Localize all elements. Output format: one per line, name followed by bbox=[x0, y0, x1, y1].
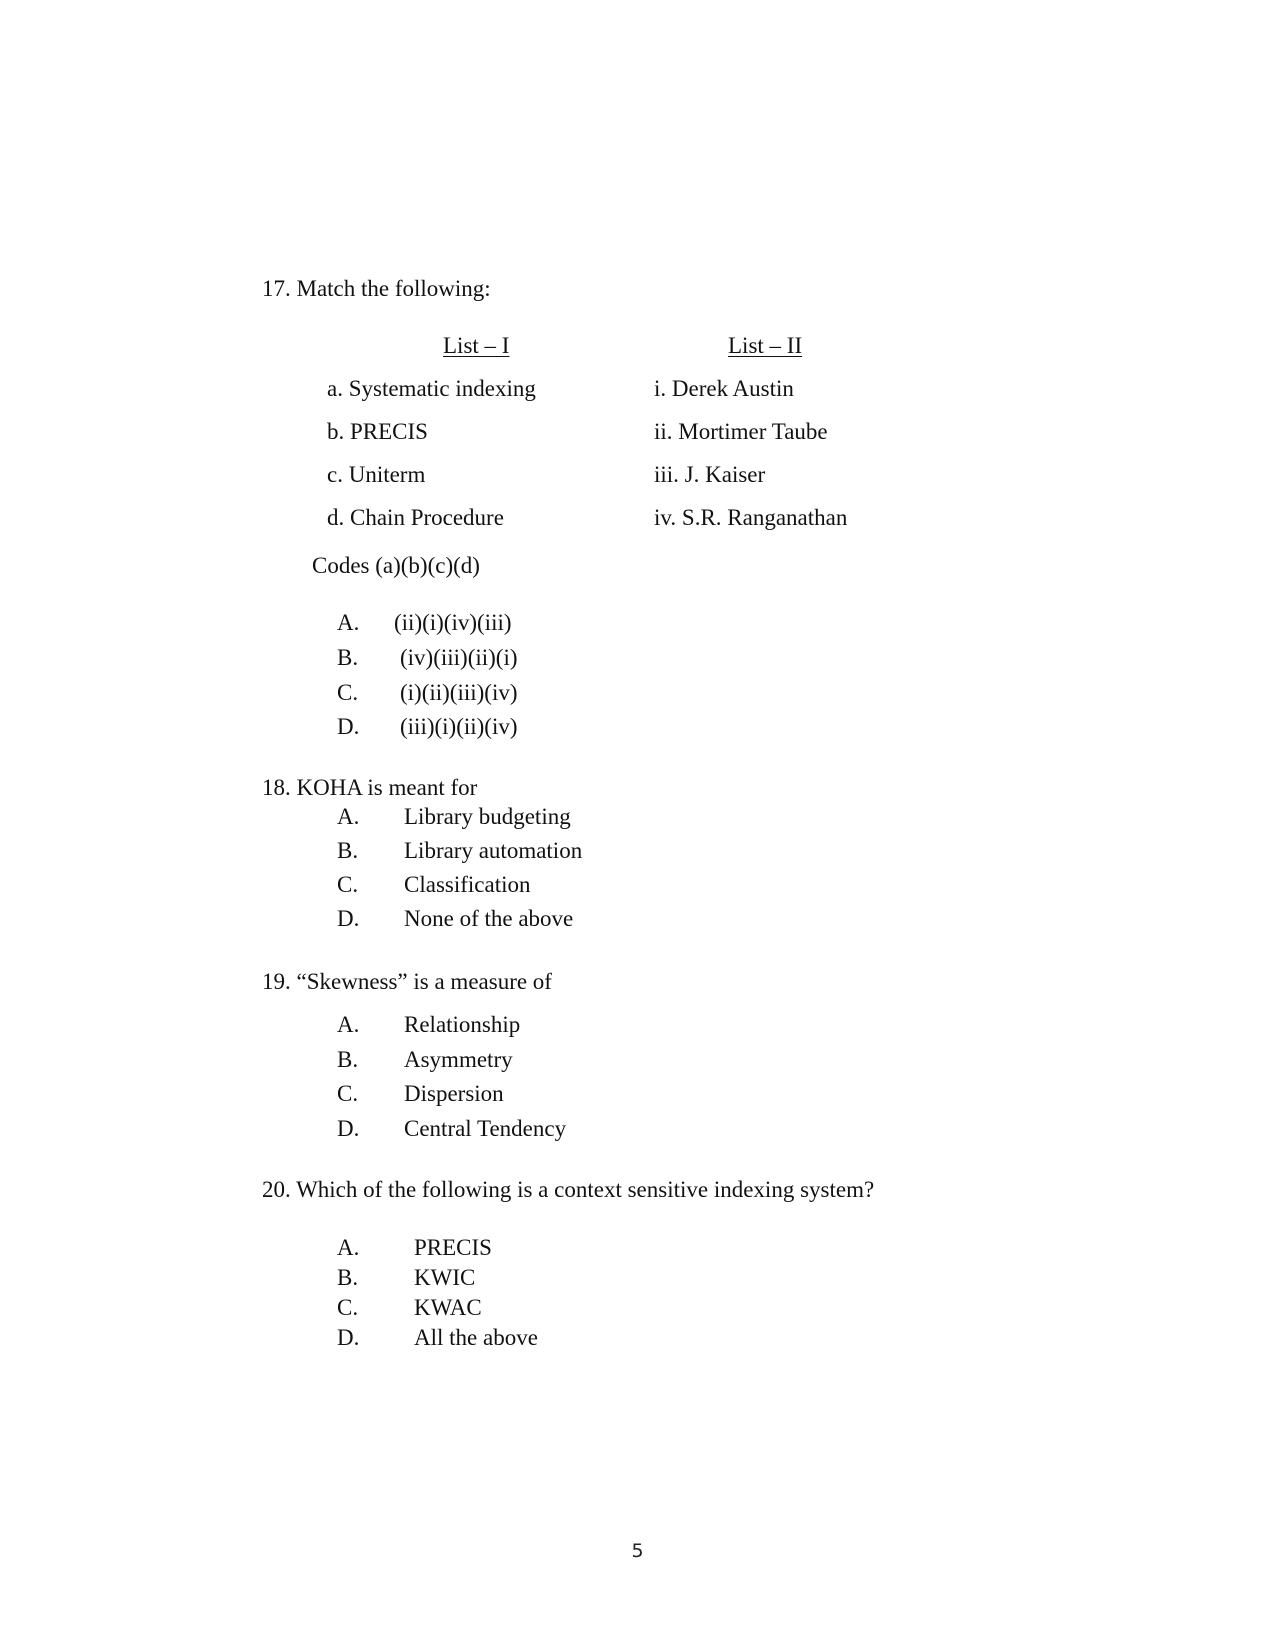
q17-prompt: 17. Match the following: bbox=[262, 276, 491, 301]
option-text: (ii)(i)(iv)(iii) bbox=[394, 610, 512, 635]
option-text: Asymmetry bbox=[404, 1047, 513, 1072]
option-text: All the above bbox=[414, 1325, 538, 1350]
option-letter: D. bbox=[337, 1325, 360, 1350]
q17-list2-item: iv. S.R. Ranganathan bbox=[654, 505, 848, 530]
option-letter: D. bbox=[337, 906, 360, 931]
option-text: Library automation bbox=[404, 838, 583, 863]
option-letter: B. bbox=[337, 1047, 359, 1072]
q17-list1-item: b. PRECIS bbox=[327, 419, 428, 444]
option-text: Classification bbox=[404, 872, 531, 897]
option-text: Dispersion bbox=[404, 1081, 504, 1106]
q17-list2-item: iii. J. Kaiser bbox=[654, 462, 766, 487]
option-text: Library budgeting bbox=[404, 804, 571, 829]
option-text: KWAC bbox=[414, 1295, 482, 1320]
option-text: KWIC bbox=[414, 1265, 476, 1290]
option-text: (iii)(i)(ii)(iv) bbox=[400, 714, 518, 739]
q17-codes-label: Codes (a)(b)(c)(d) bbox=[312, 553, 480, 578]
q19-prompt: 19. “Skewness” is a measure of bbox=[262, 969, 552, 994]
option-letter: B. bbox=[337, 645, 359, 670]
option-letter: B. bbox=[337, 838, 359, 863]
option-text: (iv)(iii)(ii)(i) bbox=[400, 645, 518, 670]
option-letter: C. bbox=[337, 872, 359, 897]
option-letter: C. bbox=[337, 1081, 359, 1106]
option-text: Relationship bbox=[404, 1012, 521, 1037]
option-letter: B. bbox=[337, 1265, 359, 1290]
option-letter: D. bbox=[337, 714, 360, 739]
q17-list2-header: List – II bbox=[728, 333, 803, 358]
q17-list2-item: ii. Mortimer Taube bbox=[654, 419, 828, 444]
option-letter: C. bbox=[337, 680, 359, 705]
option-letter: A. bbox=[337, 1012, 360, 1037]
q17-list1-item: d. Chain Procedure bbox=[327, 505, 504, 530]
option-letter: D. bbox=[337, 1116, 360, 1141]
option-text: (i)(ii)(iii)(iv) bbox=[400, 680, 518, 705]
q17-list1-header: List – I bbox=[443, 333, 510, 358]
q17-list2-item: i. Derek Austin bbox=[654, 376, 794, 401]
option-letter: A. bbox=[337, 804, 360, 829]
option-letter: A. bbox=[337, 1235, 360, 1260]
q20-prompt: 20. Which of the following is a context sensitive indexing system? bbox=[262, 1177, 875, 1202]
page-number: 5 bbox=[631, 1540, 644, 1562]
q18-prompt: 18. KOHA is meant for bbox=[262, 775, 478, 800]
option-letter: C. bbox=[337, 1295, 359, 1320]
q17-list1-item: a. Systematic indexing bbox=[327, 376, 536, 401]
option-text: Central Tendency bbox=[404, 1116, 567, 1141]
q17-list1-item: c. Uniterm bbox=[327, 462, 426, 487]
option-text: PRECIS bbox=[414, 1235, 492, 1260]
option-letter: A. bbox=[337, 610, 360, 635]
option-text: None of the above bbox=[404, 906, 574, 931]
